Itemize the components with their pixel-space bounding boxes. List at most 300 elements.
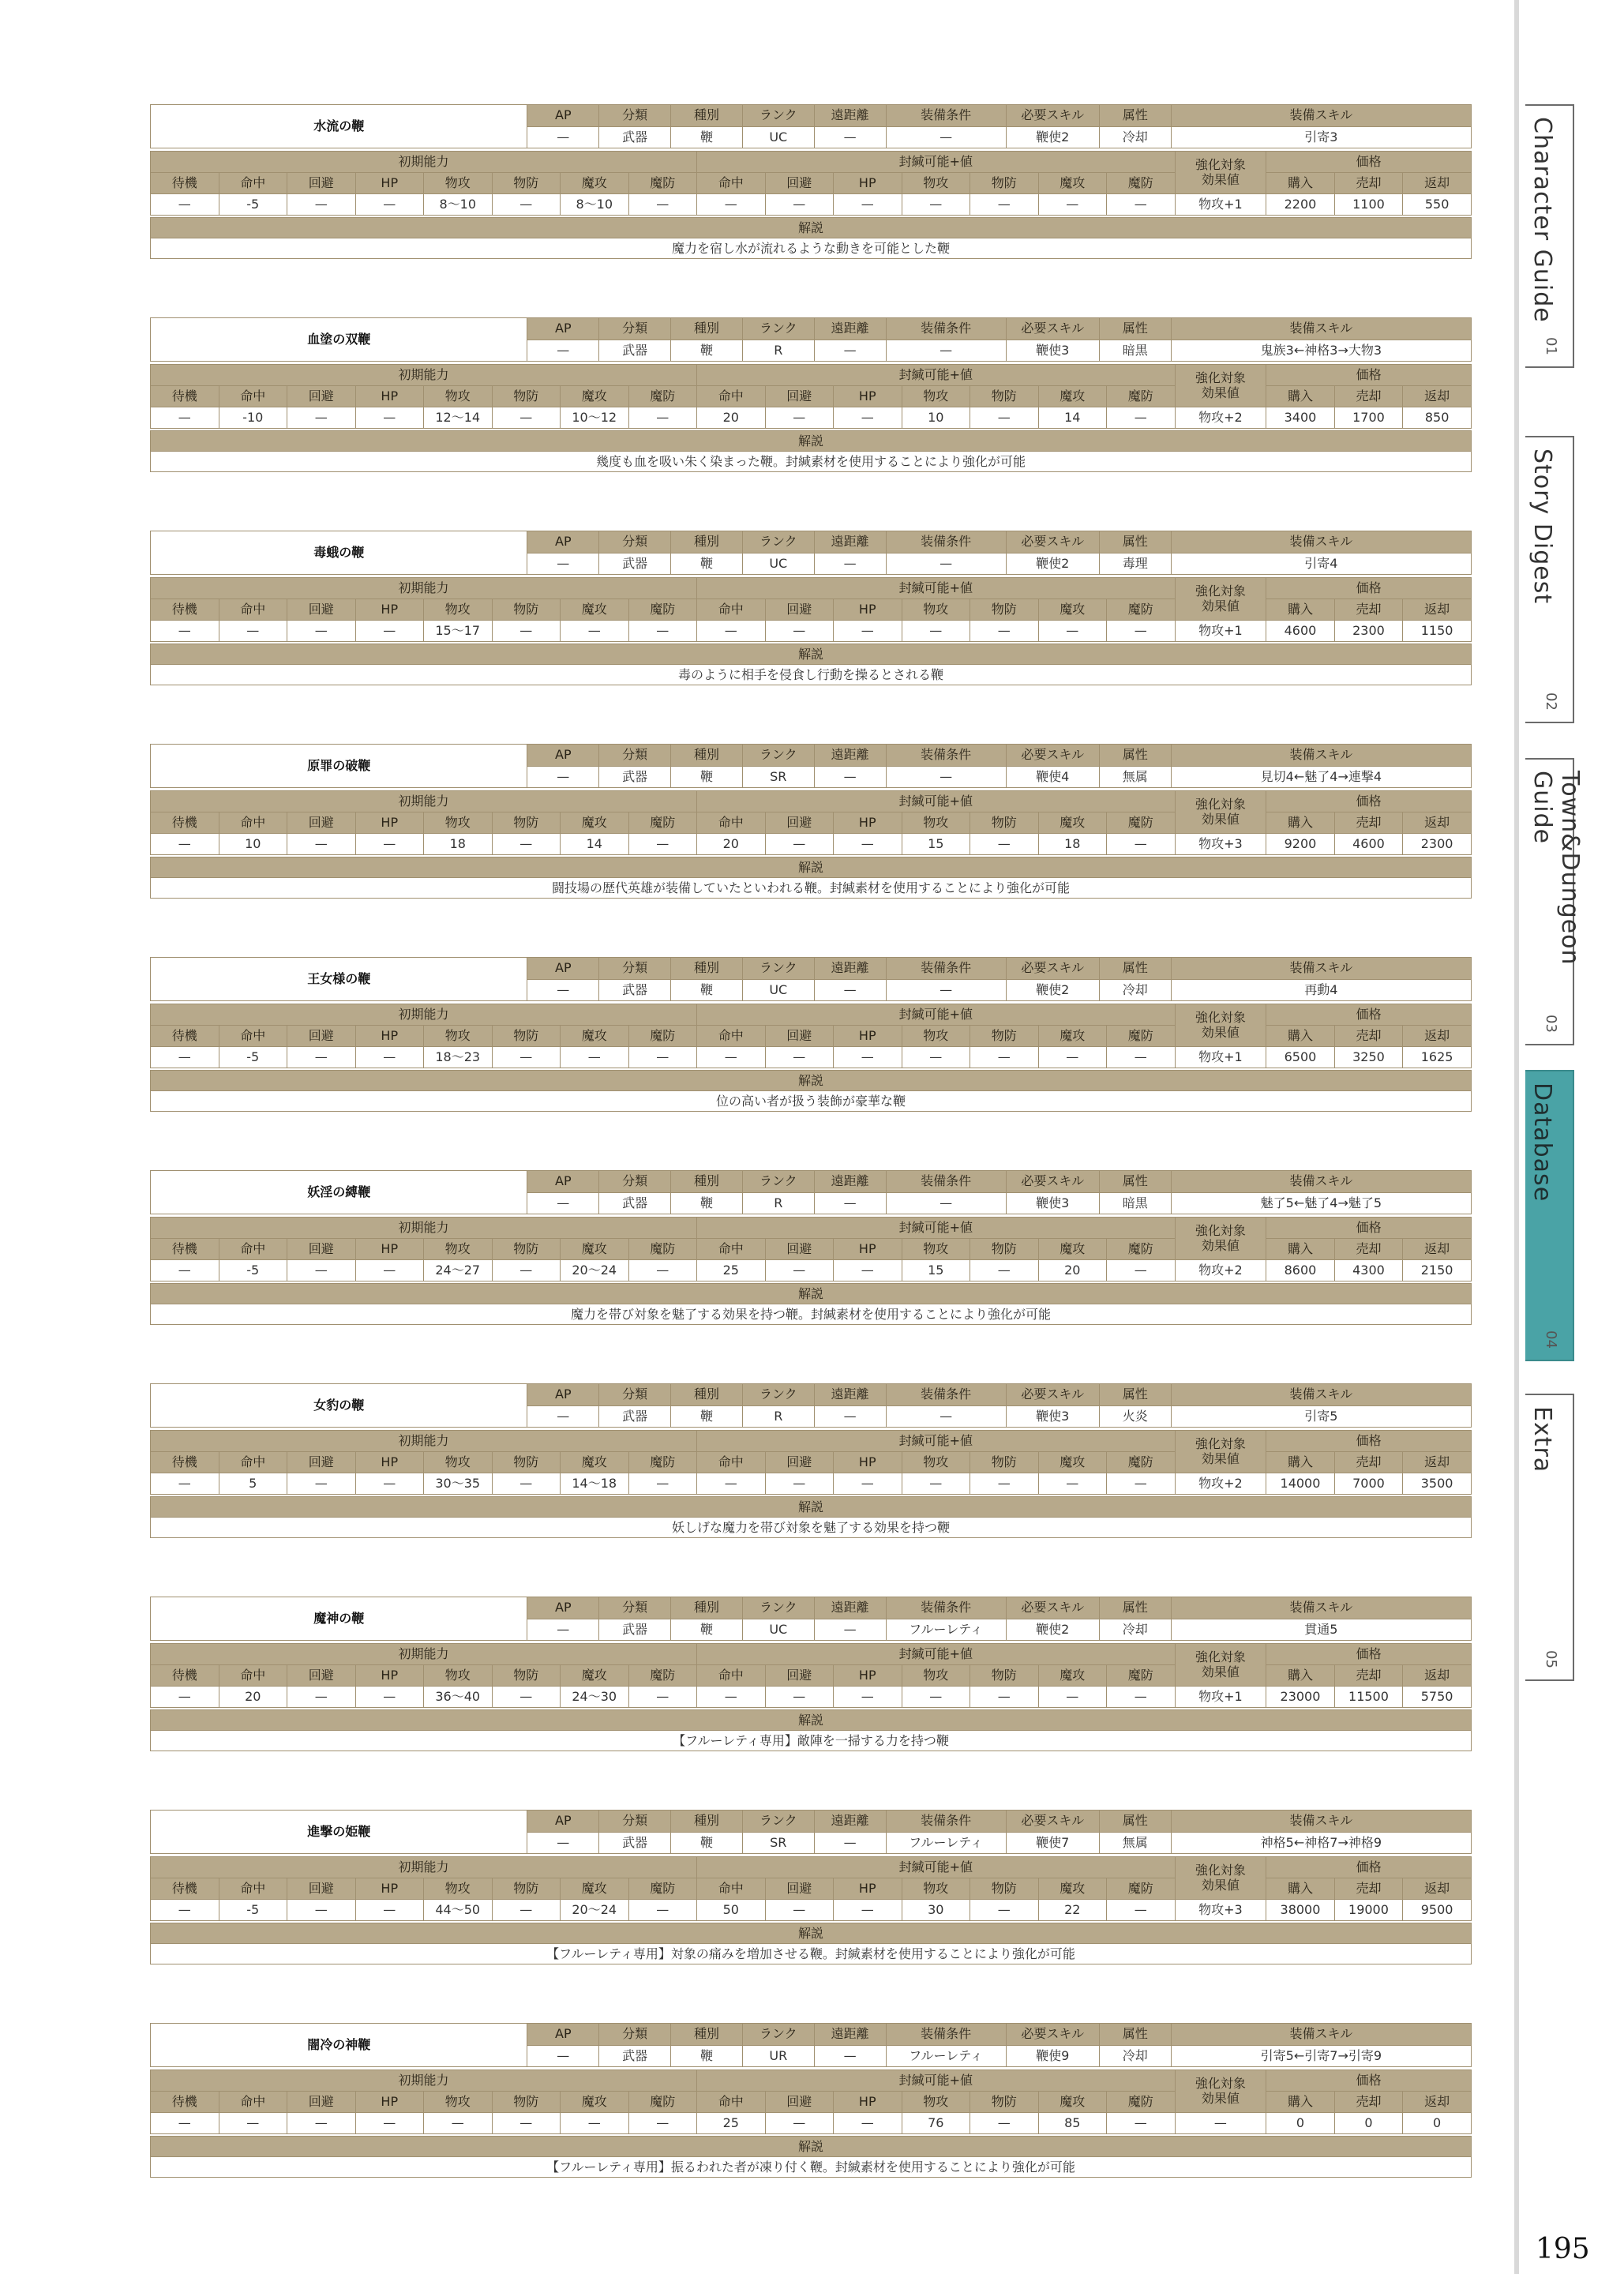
- init-stat-value: —: [628, 621, 697, 642]
- init-stat-value: 20～24: [561, 1260, 629, 1281]
- init-stat-header: HP: [355, 1452, 424, 1473]
- value-class: 武器: [599, 766, 671, 788]
- seal-stat-header: 魔防: [1107, 812, 1176, 834]
- init-stat-value: 18: [424, 834, 493, 855]
- header-type: 種別: [671, 1171, 743, 1193]
- init-stat-header: 待機: [151, 2092, 219, 2113]
- weapon-stats-table: [150, 1643, 1472, 1708]
- init-stat-value: 8～10: [424, 194, 493, 216]
- header-ap: AP: [527, 1384, 599, 1406]
- tab-town-dungeon-guide[interactable]: [1525, 758, 1584, 1045]
- init-stat-header: 魔防: [628, 386, 697, 407]
- weapon-description-table: [150, 1496, 1472, 1538]
- seal-stat-value: —: [902, 621, 970, 642]
- seal-stat-value: —: [765, 1260, 834, 1281]
- init-stat-header: 物防: [492, 1878, 561, 1900]
- init-stat-header: 待機: [151, 1239, 219, 1260]
- init-stat-value: —: [151, 834, 219, 855]
- init-stat-value: —: [355, 194, 424, 216]
- value-required-skill: 鞭使4: [1006, 766, 1099, 788]
- seal-stats-group-header: 封緘可能+値: [697, 152, 1176, 173]
- init-stat-header: 魔攻: [561, 599, 629, 621]
- seal-stat-header: 物防: [970, 1026, 1039, 1047]
- init-stat-header: 待機: [151, 1026, 219, 1047]
- header-type: 種別: [671, 958, 743, 980]
- seal-stat-header: 魔防: [1107, 599, 1176, 621]
- seal-stat-value: 22: [1038, 1900, 1107, 1921]
- init-stat-header: 物攻: [424, 173, 493, 194]
- header-equip-condition: 装備条件: [886, 105, 1006, 127]
- price-header: 売却: [1334, 1239, 1403, 1260]
- weapon-name: 妖淫の縛鞭: [151, 1171, 527, 1214]
- seal-stat-value: 30: [902, 1900, 970, 1921]
- seal-stat-value: 10: [902, 407, 970, 429]
- weapon-name: 毒蛾の鞭: [151, 531, 527, 575]
- tab-label: Character Guide: [1528, 117, 1556, 323]
- tab-number: 01: [1543, 337, 1559, 355]
- value-equip-condition: —: [886, 126, 1006, 148]
- init-stat-value: —: [628, 2113, 697, 2134]
- enhance-target-value: 物攻+2: [1175, 1473, 1266, 1495]
- header-range: 遠距離: [814, 1384, 886, 1406]
- seal-stat-value: 20: [697, 834, 766, 855]
- seal-stat-header: 魔防: [1107, 2092, 1176, 2113]
- weapon-block: [150, 1170, 1472, 1325]
- init-stat-value: —: [492, 1687, 561, 1708]
- init-stat-header: 命中: [219, 1878, 287, 1900]
- init-stat-value: —: [628, 407, 697, 429]
- init-stat-value: —: [492, 1260, 561, 1281]
- init-stat-value: —: [355, 407, 424, 429]
- init-stat-header: 待機: [151, 812, 219, 834]
- value-class: 武器: [599, 1405, 671, 1428]
- seal-stat-header: 物防: [970, 812, 1039, 834]
- header-equip-condition: 装備条件: [886, 1597, 1006, 1619]
- seal-stat-value: —: [834, 407, 902, 429]
- value-equip-skill: 鬼族3←神格3→大物3: [1171, 340, 1471, 362]
- seal-stat-value: 14: [1038, 407, 1107, 429]
- weapon-description-table: [150, 857, 1472, 899]
- description-text: 魔力を帯び対象を魅了する効果を持つ鞭。封緘素材を使用することにより強化が可能: [151, 1304, 1472, 1325]
- init-stat-value: —: [492, 1900, 561, 1921]
- init-stats-group-header: 初期能力: [151, 1857, 697, 1878]
- value-type: 鞭: [671, 126, 743, 148]
- init-stat-header: 物攻: [424, 1239, 493, 1260]
- seal-stat-value: —: [834, 1687, 902, 1708]
- weapon-description-table: [150, 1923, 1472, 1964]
- header-equip-skill: 装備スキル: [1171, 958, 1471, 980]
- init-stat-value: —: [492, 2113, 561, 2134]
- weapon-block: [150, 2023, 1472, 2178]
- weapon-info-table: [150, 531, 1472, 575]
- init-stat-header: 物攻: [424, 1026, 493, 1047]
- seal-stat-value: —: [765, 1047, 834, 1068]
- seal-stat-value: 15: [902, 834, 970, 855]
- description-text: 位の高い者が扱う装飾が豪華な鞭: [151, 1091, 1472, 1112]
- header-type: 種別: [671, 2024, 743, 2046]
- enhance-target-header: 強化対象 効果値: [1175, 2070, 1266, 2113]
- header-required-skill: 必要スキル: [1006, 1384, 1099, 1406]
- init-stat-header: 物防: [492, 1026, 561, 1047]
- weapon-block: [150, 531, 1472, 685]
- seal-stat-header: 物攻: [902, 1452, 970, 1473]
- init-stat-value: 18～23: [424, 1047, 493, 1068]
- value-ap: —: [527, 126, 599, 148]
- init-stat-value: 10: [219, 834, 287, 855]
- init-stat-value: —: [287, 621, 356, 642]
- price-value: 1100: [1334, 194, 1403, 216]
- seal-stat-value: —: [834, 1473, 902, 1495]
- init-stats-group-header: 初期能力: [151, 152, 697, 173]
- description-header: 解説: [151, 431, 1472, 452]
- tab-number: 03: [1543, 1015, 1559, 1033]
- seal-stat-value: —: [765, 194, 834, 216]
- header-attribute: 属性: [1099, 745, 1171, 767]
- header-equip-skill: 装備スキル: [1171, 1597, 1471, 1619]
- seal-stat-value: —: [970, 2113, 1039, 2134]
- header-range: 遠距離: [814, 2024, 886, 2046]
- tab-extra[interactable]: [1525, 1394, 1574, 1681]
- init-stat-value: —: [219, 2113, 287, 2134]
- header-equip-skill: 装備スキル: [1171, 1171, 1471, 1193]
- header-class: 分類: [599, 958, 671, 980]
- seal-stat-value: —: [765, 621, 834, 642]
- price-header: 売却: [1334, 599, 1403, 621]
- price-header: 返却: [1403, 1026, 1472, 1047]
- header-class: 分類: [599, 1171, 671, 1193]
- init-stat-value: —: [355, 1900, 424, 1921]
- init-stat-header: HP: [355, 1665, 424, 1687]
- price-group-header: 価格: [1266, 578, 1472, 599]
- seal-stat-value: —: [902, 1473, 970, 1495]
- init-stat-header: 回避: [287, 1665, 356, 1687]
- init-stat-value: -5: [219, 1047, 287, 1068]
- weapon-stats-table: [150, 2069, 1472, 2134]
- init-stat-value: —: [628, 1473, 697, 1495]
- seal-stat-header: 命中: [697, 1239, 766, 1260]
- init-stat-value: —: [151, 194, 219, 216]
- price-header: 購入: [1266, 812, 1335, 834]
- value-required-skill: 鞭使3: [1006, 1405, 1099, 1428]
- init-stat-value: 44～50: [424, 1900, 493, 1921]
- price-header: 売却: [1334, 2092, 1403, 2113]
- init-stat-value: -10: [219, 407, 287, 429]
- init-stat-value: —: [151, 1900, 219, 1921]
- header-ap: AP: [527, 958, 599, 980]
- price-group-header: 価格: [1266, 1857, 1472, 1878]
- weapon-info-table: [150, 1810, 1472, 1854]
- weapon-stats-table: [150, 577, 1472, 642]
- seal-stat-value: —: [1107, 407, 1176, 429]
- header-attribute: 属性: [1099, 531, 1171, 553]
- header-equip-condition: 装備条件: [886, 1811, 1006, 1833]
- value-ap: —: [527, 1619, 599, 1641]
- enhance-target-value: 物攻+2: [1175, 407, 1266, 429]
- seal-stat-header: 魔攻: [1038, 1665, 1107, 1687]
- value-equip-skill: 魅了5←魅了4→魅了5: [1171, 1192, 1471, 1214]
- price-header: 購入: [1266, 1452, 1335, 1473]
- value-ap: —: [527, 1192, 599, 1214]
- init-stat-value: —: [424, 2113, 493, 2134]
- init-stat-header: 魔攻: [561, 812, 629, 834]
- seal-stat-value: 25: [697, 1260, 766, 1281]
- init-stat-header: HP: [355, 173, 424, 194]
- header-type: 種別: [671, 1597, 743, 1619]
- enhance-target-header: 強化対象 効果値: [1175, 1644, 1266, 1687]
- seal-stats-group-header: 封緘可能+値: [697, 2070, 1176, 2092]
- weapon-info-table: [150, 1170, 1472, 1214]
- price-header: 購入: [1266, 1239, 1335, 1260]
- seal-stat-header: 魔防: [1107, 1452, 1176, 1473]
- price-header: 購入: [1266, 173, 1335, 194]
- description-text: 闘技場の歴代英雄が装備していたといわれる鞭。封緘素材を使用することにより強化が可能: [151, 878, 1472, 899]
- seal-stats-group-header: 封緘可能+値: [697, 1431, 1176, 1452]
- init-stat-header: 魔攻: [561, 173, 629, 194]
- tab-label: Database: [1528, 1083, 1556, 1203]
- tab-number: 05: [1543, 1650, 1559, 1668]
- seal-stat-header: 物攻: [902, 173, 970, 194]
- weapon-info-table: [150, 104, 1472, 148]
- enhance-target-value: 物攻+3: [1175, 1900, 1266, 1921]
- value-equip-condition: フルーレティ: [886, 1832, 1006, 1854]
- init-stat-value: —: [151, 407, 219, 429]
- init-stat-header: 命中: [219, 1026, 287, 1047]
- header-ap: AP: [527, 1811, 599, 1833]
- price-value: 4600: [1266, 621, 1335, 642]
- init-stat-value: -5: [219, 1900, 287, 1921]
- seal-stat-value: —: [834, 834, 902, 855]
- value-range: —: [814, 553, 886, 575]
- seal-stat-header: 物攻: [902, 386, 970, 407]
- init-stat-value: 20: [219, 1687, 287, 1708]
- description-header: 解説: [151, 1923, 1472, 1944]
- init-stat-header: 物防: [492, 599, 561, 621]
- seal-stat-header: 物防: [970, 386, 1039, 407]
- header-required-skill: 必要スキル: [1006, 958, 1099, 980]
- tab-database[interactable]: [1525, 1070, 1574, 1361]
- seal-stats-group-header: 封緘可能+値: [697, 1857, 1176, 1878]
- weapon-block: [150, 957, 1472, 1112]
- init-stat-header: 回避: [287, 1026, 356, 1047]
- init-stat-header: 回避: [287, 2092, 356, 2113]
- enhance-target-header: 強化対象 効果値: [1175, 1857, 1266, 1900]
- weapon-name: 進撃の姫鞭: [151, 1811, 527, 1854]
- value-equip-skill: 再動4: [1171, 979, 1471, 1001]
- enhance-target-value: 物攻+1: [1175, 1047, 1266, 1068]
- weapon-block: [150, 104, 1472, 259]
- price-value: 0: [1403, 2113, 1472, 2134]
- price-value: 9500: [1403, 1900, 1472, 1921]
- init-stat-value: 15～17: [424, 621, 493, 642]
- seal-stat-header: 物防: [970, 1239, 1039, 1260]
- init-stat-header: 物防: [492, 1665, 561, 1687]
- value-equip-skill: 神格5←神格7→神格9: [1171, 1832, 1471, 1854]
- seal-stat-header: 魔攻: [1038, 173, 1107, 194]
- weapon-info-table: [150, 2023, 1472, 2067]
- seal-stat-value: —: [1107, 1900, 1176, 1921]
- weapon-stats-table: [150, 1856, 1472, 1921]
- init-stat-header: 回避: [287, 1239, 356, 1260]
- init-stat-header: 魔防: [628, 1026, 697, 1047]
- tab-number: 04: [1543, 1330, 1559, 1349]
- header-rank: ランク: [742, 745, 814, 767]
- seal-stat-value: —: [970, 407, 1039, 429]
- value-class: 武器: [599, 1832, 671, 1854]
- enhance-target-header: 強化対象 効果値: [1175, 152, 1266, 194]
- init-stat-value: 12～14: [424, 407, 493, 429]
- tab-story-digest[interactable]: [1525, 436, 1574, 723]
- seal-stat-header: 物防: [970, 599, 1039, 621]
- seal-stat-value: 25: [697, 2113, 766, 2134]
- description-text: 毒のように相手を侵食し行動を操るとされる鞭: [151, 665, 1472, 685]
- init-stat-value: —: [492, 1047, 561, 1068]
- value-required-skill: 鞭使7: [1006, 1832, 1099, 1854]
- header-equip-skill: 装備スキル: [1171, 531, 1471, 553]
- price-group-header: 価格: [1266, 1004, 1472, 1026]
- price-header: 売却: [1334, 173, 1403, 194]
- init-stat-value: —: [287, 194, 356, 216]
- price-header: 返却: [1403, 2092, 1472, 2113]
- price-value: 3500: [1403, 1473, 1472, 1495]
- init-stat-value: —: [492, 1473, 561, 1495]
- init-stat-header: 魔攻: [561, 1878, 629, 1900]
- init-stat-value: —: [355, 2113, 424, 2134]
- init-stat-value: —: [628, 1260, 697, 1281]
- seal-stat-header: 命中: [697, 812, 766, 834]
- seal-stat-header: HP: [834, 1878, 902, 1900]
- description-text: 魔力を宿し水が流れるような動きを可能とした鞭: [151, 238, 1472, 259]
- init-stat-header: 命中: [219, 386, 287, 407]
- enhance-target-value: —: [1175, 2113, 1266, 2134]
- seal-stat-value: —: [1038, 1047, 1107, 1068]
- price-value: 4300: [1334, 1260, 1403, 1281]
- price-value: 1150: [1403, 621, 1472, 642]
- init-stats-group-header: 初期能力: [151, 365, 697, 386]
- price-header: 購入: [1266, 599, 1335, 621]
- seal-stat-value: —: [1107, 1047, 1176, 1068]
- init-stat-header: 物防: [492, 173, 561, 194]
- seal-stat-value: —: [970, 1260, 1039, 1281]
- header-class: 分類: [599, 1384, 671, 1406]
- init-stat-header: 魔攻: [561, 1026, 629, 1047]
- seal-stat-header: 魔攻: [1038, 1239, 1107, 1260]
- init-stat-header: HP: [355, 1026, 424, 1047]
- value-type: 鞭: [671, 1619, 743, 1641]
- seal-stat-header: 物防: [970, 173, 1039, 194]
- seal-stat-header: 魔攻: [1038, 1026, 1107, 1047]
- value-ap: —: [527, 553, 599, 575]
- price-header: 売却: [1334, 1452, 1403, 1473]
- weapon-name: 原罪の破鞭: [151, 745, 527, 788]
- header-equip-condition: 装備条件: [886, 2024, 1006, 2046]
- price-group-header: 価格: [1266, 365, 1472, 386]
- init-stat-header: 回避: [287, 599, 356, 621]
- seal-stat-value: —: [834, 1900, 902, 1921]
- price-value: 0: [1334, 2113, 1403, 2134]
- seal-stat-value: —: [970, 1900, 1039, 1921]
- init-stat-value: 14～18: [561, 1473, 629, 1495]
- tab-character-guide[interactable]: [1525, 104, 1574, 368]
- price-value: 2300: [1403, 834, 1472, 855]
- price-value: 19000: [1334, 1900, 1403, 1921]
- init-stat-value: —: [628, 1047, 697, 1068]
- value-attribute: 冷却: [1099, 2045, 1171, 2067]
- header-range: 遠距離: [814, 1811, 886, 1833]
- value-equip-condition: —: [886, 1192, 1006, 1214]
- init-stat-value: —: [628, 1900, 697, 1921]
- value-required-skill: 鞭使2: [1006, 1619, 1099, 1641]
- init-stat-header: 物防: [492, 812, 561, 834]
- init-stat-header: 魔攻: [561, 1452, 629, 1473]
- header-range: 遠距離: [814, 105, 886, 127]
- init-stat-value: —: [151, 1473, 219, 1495]
- price-header: 売却: [1334, 1026, 1403, 1047]
- init-stat-header: 物攻: [424, 1665, 493, 1687]
- price-value: 550: [1403, 194, 1472, 216]
- seal-stat-value: 20: [1038, 1260, 1107, 1281]
- weapon-stats-table: [150, 151, 1472, 216]
- tab-label: Story Digest: [1528, 448, 1556, 605]
- header-class: 分類: [599, 105, 671, 127]
- seal-stat-value: —: [765, 1473, 834, 1495]
- value-attribute: 暗黒: [1099, 1192, 1171, 1214]
- header-equip-condition: 装備条件: [886, 958, 1006, 980]
- description-header: 解説: [151, 1071, 1472, 1091]
- price-header: 返却: [1403, 1665, 1472, 1687]
- header-equip-skill: 装備スキル: [1171, 2024, 1471, 2046]
- value-equip-skill: 引寄5: [1171, 1405, 1471, 1428]
- header-equip-condition: 装備条件: [886, 1384, 1006, 1406]
- header-attribute: 属性: [1099, 318, 1171, 340]
- seal-stat-header: 回避: [765, 173, 834, 194]
- header-rank: ランク: [742, 318, 814, 340]
- price-group-header: 価格: [1266, 1218, 1472, 1239]
- price-header: 返却: [1403, 1452, 1472, 1473]
- header-required-skill: 必要スキル: [1006, 531, 1099, 553]
- init-stat-value: —: [355, 1473, 424, 1495]
- weapon-stats-table: [150, 1004, 1472, 1068]
- init-stat-header: 命中: [219, 599, 287, 621]
- header-class: 分類: [599, 1811, 671, 1833]
- init-stat-value: 14: [561, 834, 629, 855]
- description-header: 解説: [151, 857, 1472, 878]
- init-stat-value: —: [492, 621, 561, 642]
- price-header: 返却: [1403, 812, 1472, 834]
- price-header: 購入: [1266, 1665, 1335, 1687]
- price-group-header: 価格: [1266, 791, 1472, 812]
- value-equip-skill: 引寄3: [1171, 126, 1471, 148]
- weapon-name: 血塗の双鞭: [151, 318, 527, 362]
- weapon-block: [150, 317, 1472, 472]
- seal-stat-value: —: [697, 1687, 766, 1708]
- weapon-name: 王女様の鞭: [151, 958, 527, 1001]
- seal-stat-header: 命中: [697, 1452, 766, 1473]
- price-value: 2200: [1266, 194, 1335, 216]
- seal-stat-value: —: [1107, 1687, 1176, 1708]
- init-stat-value: -5: [219, 1260, 287, 1281]
- init-stat-header: 待機: [151, 1665, 219, 1687]
- header-range: 遠距離: [814, 1597, 886, 1619]
- price-value: 5750: [1403, 1687, 1472, 1708]
- seal-stat-header: HP: [834, 812, 902, 834]
- init-stat-header: HP: [355, 812, 424, 834]
- init-stat-header: HP: [355, 1239, 424, 1260]
- value-ap: —: [527, 2045, 599, 2067]
- init-stat-value: —: [287, 1260, 356, 1281]
- weapon-description-table: [150, 1070, 1472, 1112]
- init-stat-value: —: [287, 1900, 356, 1921]
- seal-stat-header: HP: [834, 1665, 902, 1687]
